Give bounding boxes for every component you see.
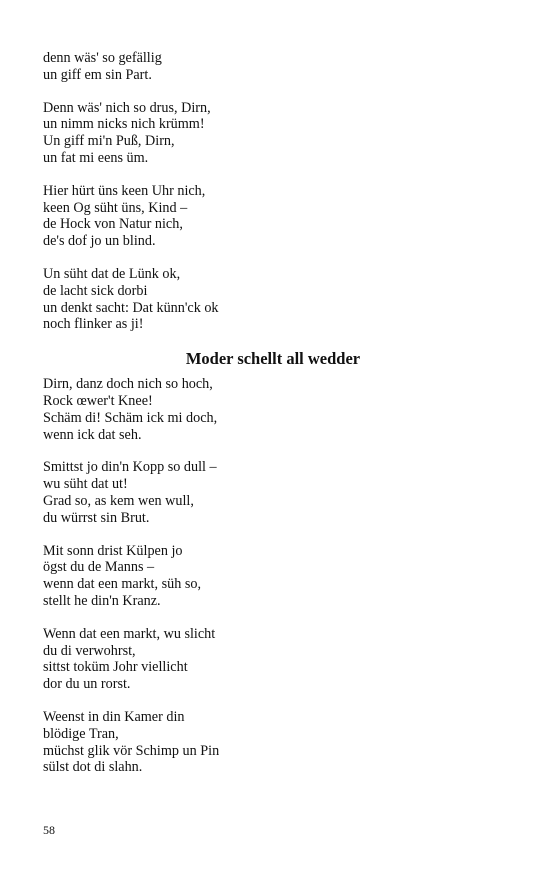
verse-line: stellt he din'n Kranz. <box>43 592 161 609</box>
stanza <box>43 626 503 693</box>
verse-line: Grad so, as kem wen wull, <box>43 492 194 509</box>
verse-line: un denkt sacht: Dat künn'ck ok <box>43 299 219 316</box>
verse-line: denn wäs' so gefällig <box>43 50 162 66</box>
stanza <box>43 709 503 776</box>
page-body <box>43 50 503 792</box>
verse-line: de lacht sick dorbi <box>43 282 148 299</box>
stanza <box>43 459 503 526</box>
stanza <box>43 100 503 167</box>
verse-line: keen Og süht üns, Kind – <box>43 199 188 216</box>
verse-line: Denn wäs' nich so drus, Dirn, <box>43 99 211 116</box>
verse-line: ögst du de Manns – <box>43 559 155 576</box>
verse-line: de Hock von Natur nich, <box>43 216 183 233</box>
verse-line: noch flinker as ji! <box>43 316 144 333</box>
stanza <box>43 376 503 443</box>
verse-line: Mit sonn drist Külpen jo <box>43 542 183 559</box>
verse-line: du di verwohrst, <box>43 642 136 659</box>
verse-line: Wenn dat een markt, wu slicht <box>43 625 216 642</box>
verse-line: Hier hürt üns keen Uhr nich, <box>43 182 206 199</box>
verse-line: dor du un rorst. <box>43 676 131 693</box>
verse-line: Smittst jo din'n Kopp so dull – <box>43 459 217 476</box>
verse-line: Weenst in din Kamer din <box>43 708 185 725</box>
verse-line: sittst toküm Johr viellicht <box>43 659 188 676</box>
poem-continued <box>43 50 503 333</box>
verse-line: de's dof jo un blind. <box>43 233 156 250</box>
page-number: 58 <box>43 823 55 837</box>
verse-line: Rock œwer't Knee! <box>43 392 153 409</box>
verse-line: blödige Tran, <box>43 725 119 742</box>
verse-line: un giff em sin Part. <box>43 66 152 83</box>
verse-line: wenn ick dat seh. <box>43 426 142 443</box>
verse-line: Un süht dat de Lünk ok, <box>43 265 181 282</box>
verse-line: müchst glik vör Schimp un Pin <box>43 742 220 759</box>
verse-line: Dirn, danz doch nich so hoch, <box>43 376 213 393</box>
verse-line: du würrst sin Brut. <box>43 509 150 526</box>
verse-line: Schäm di! Schäm ick mi doch, <box>43 409 218 426</box>
stanza <box>43 50 503 84</box>
verse-line: sülst dot di slahn. <box>43 759 143 776</box>
stanza <box>43 183 503 250</box>
verse-line: un nimm nicks nich krümm! <box>43 116 205 133</box>
verse-line: un fat mi eens üm. <box>43 149 149 166</box>
verse-line: Un giff mi'n Puß, Dirn, <box>43 133 175 150</box>
verse-line: wu süht dat ut! <box>43 476 128 493</box>
stanza <box>43 543 503 610</box>
poem-title: Moder schellt all wedder <box>185 349 361 369</box>
stanza <box>43 266 503 333</box>
poem <box>43 376 503 776</box>
verse-line: wenn dat een markt, süh so, <box>43 576 201 593</box>
